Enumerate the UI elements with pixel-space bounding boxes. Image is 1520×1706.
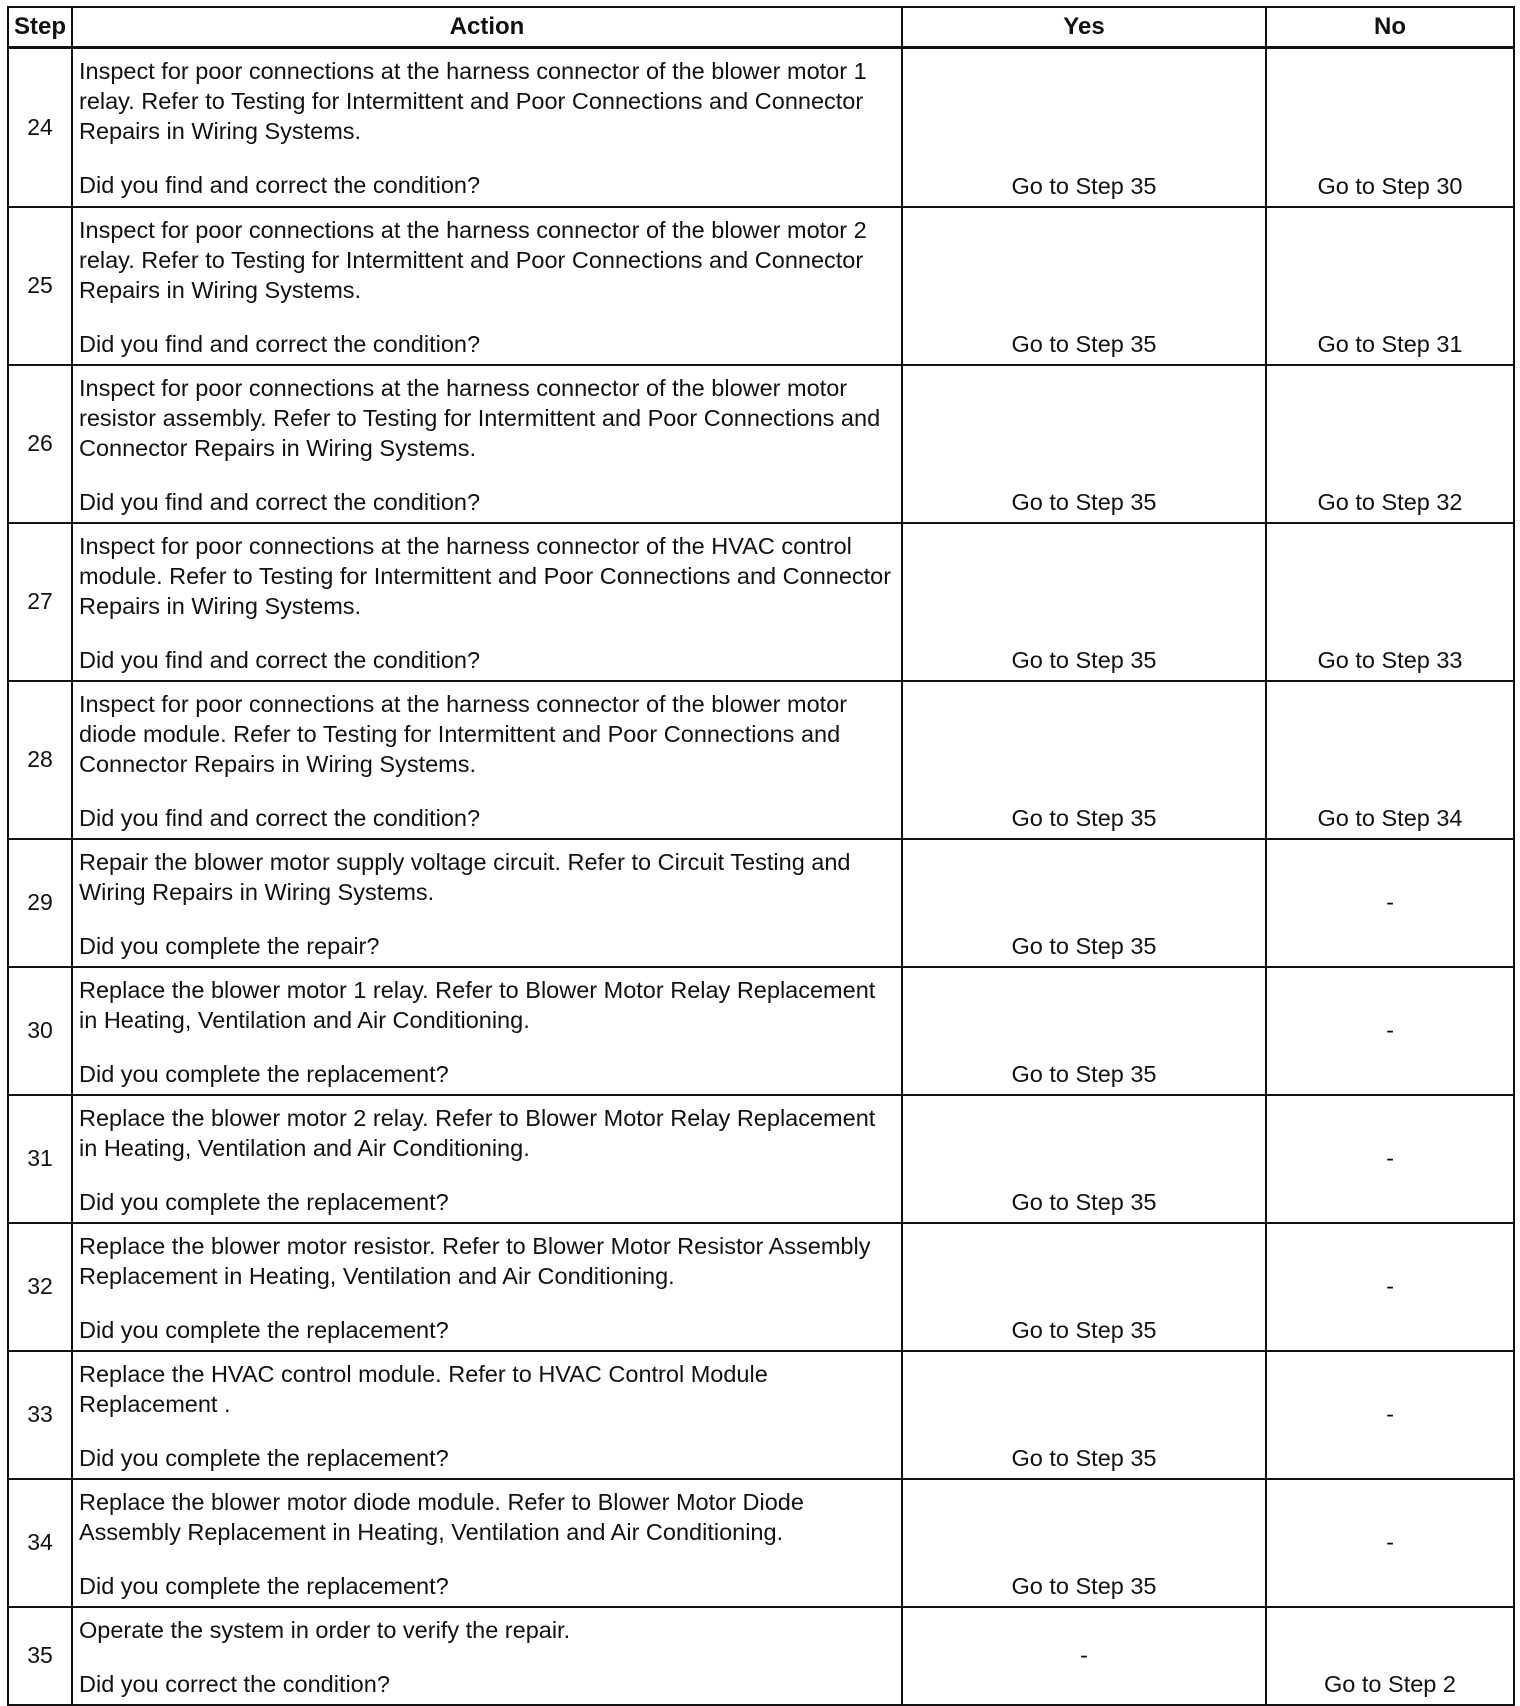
table-row [8, 1351, 1514, 1479]
action-text: Replace the blower motor 1 relay. Refer to Blower Motor Relay Replacement in Heating, Ventilation and Air Conditioning. [79, 976, 876, 1033]
step-number: 24 [8, 48, 72, 207]
yes-result: Go to Step 35 [902, 523, 1266, 681]
action-cell [72, 681, 902, 839]
action-cell [72, 1479, 902, 1607]
step-number: 27 [8, 523, 72, 681]
action-question: Did you find and correct the condition? [79, 804, 481, 831]
yes-result: Go to Step 35 [902, 1351, 1266, 1479]
step-number: 32 [8, 1223, 72, 1351]
action-text: Inspect for poor connections at the harness connector of the blower motor diode module. Refer to Testing for Intermittent and Poor Connections and Connector Repairs in Wiring Systems. [79, 690, 848, 777]
action-cell [72, 207, 902, 365]
step-number: 30 [8, 967, 72, 1095]
action-text: Replace the blower motor diode module. Refer to Blower Motor Diode Assembly Replacement in Heating, Ventilation and Air Conditioning. [79, 1488, 804, 1545]
header-step: Step [8, 7, 72, 48]
table-row [8, 1479, 1514, 1607]
action-cell [72, 523, 902, 681]
header-row [8, 7, 1514, 48]
step-number: 34 [8, 1479, 72, 1607]
action-text: Inspect for poor connections at the harness connector of the HVAC control module. Refer to Testing for Intermittent and Poor Connections and Connector Repairs in Wiring Systems. [79, 532, 892, 619]
yes-result: Go to Step 35 [902, 839, 1266, 967]
yes-result: Go to Step 35 [902, 967, 1266, 1095]
table-row [8, 365, 1514, 523]
yes-result: - [902, 1607, 1266, 1705]
table-row [8, 523, 1514, 681]
no-result: - [1266, 839, 1514, 967]
action-cell [72, 839, 902, 967]
step-number: 31 [8, 1095, 72, 1223]
action-text: Inspect for poor connections at the harness connector of the blower motor resistor assembly. Refer to Testing for Intermittent and Poor Connections and Connector Repairs in Wiring Systems. [79, 374, 881, 461]
yes-result: Go to Step 35 [902, 681, 1266, 839]
action-question: Did you find and correct the condition? [79, 488, 481, 515]
action-question: Did you complete the replacement? [79, 1316, 449, 1343]
no-result: Go to Step 33 [1266, 523, 1514, 681]
step-number: 35 [8, 1607, 72, 1705]
action-cell [72, 1095, 902, 1223]
no-result: - [1266, 1351, 1514, 1479]
action-question: Did you complete the replacement? [79, 1444, 449, 1471]
header-no: No [1266, 7, 1514, 48]
action-question: Did you complete the repair? [79, 932, 380, 959]
step-number: 26 [8, 365, 72, 523]
no-result: Go to Step 34 [1266, 681, 1514, 839]
step-number: 28 [8, 681, 72, 839]
action-text: Replace the blower motor resistor. Refer to Blower Motor Resistor Assembly Replacement in Heating, Ventilation and Air Conditioning. [79, 1232, 871, 1289]
yes-result: Go to Step 35 [902, 1223, 1266, 1351]
action-text: Repair the blower motor supply voltage circuit. Refer to Circuit Testing and Wiring Repairs in Wiring Systems. [79, 848, 851, 905]
table-row [8, 1223, 1514, 1351]
table-row [8, 839, 1514, 967]
action-cell [72, 1223, 902, 1351]
table-row [8, 681, 1514, 839]
action-text: Replace the HVAC control module. Refer to HVAC Control Module Replacement . [79, 1360, 768, 1417]
no-result: Go to Step 31 [1266, 207, 1514, 365]
no-result: Go to Step 30 [1266, 48, 1514, 207]
action-cell [72, 48, 902, 207]
yes-result: Go to Step 35 [902, 1479, 1266, 1607]
action-text: Inspect for poor connections at the harness connector of the blower motor 1 relay. Refer to Testing for Intermittent and Poor Connections and Connector Repairs in Wiring Systems. [79, 58, 867, 144]
action-question: Did you complete the replacement? [79, 1060, 449, 1087]
step-number: 33 [8, 1351, 72, 1479]
yes-result: Go to Step 35 [902, 365, 1266, 523]
step-number: 29 [8, 839, 72, 967]
action-question: Did you complete the replacement? [79, 1188, 449, 1215]
action-text: Operate the system in order to verify the repair. [79, 1616, 571, 1643]
action-cell [72, 365, 902, 523]
action-cell [72, 967, 902, 1095]
header-yes: Yes [902, 7, 1266, 48]
no-result: - [1266, 967, 1514, 1095]
table-row [8, 967, 1514, 1095]
yes-result: Go to Step 35 [902, 1095, 1266, 1223]
no-result: - [1266, 1479, 1514, 1607]
action-cell [72, 1351, 902, 1479]
table-row [8, 48, 1514, 207]
header-action: Action [72, 7, 902, 48]
no-result: - [1266, 1223, 1514, 1351]
step-number: 25 [8, 207, 72, 365]
table-row [8, 207, 1514, 365]
yes-result: Go to Step 35 [902, 207, 1266, 365]
action-text: Inspect for poor connections at the harness connector of the blower motor 2 relay. Refer to Testing for Intermittent and Poor Connections and Connector Repairs in Wiring Systems. [79, 216, 867, 303]
table-body [8, 48, 1514, 1705]
action-text: Replace the blower motor 2 relay. Refer to Blower Motor Relay Replacement in Heating, Ventilation and Air Conditioning. [79, 1104, 876, 1161]
no-result: Go to Step 2 [1266, 1607, 1514, 1705]
action-question: Did you find and correct the condition? [79, 646, 481, 673]
action-question: Did you correct the condition? [79, 1670, 390, 1697]
action-question: Did you find and correct the condition? [79, 172, 481, 198]
table-row [8, 1607, 1514, 1705]
table-row [8, 1095, 1514, 1223]
action-cell [72, 1607, 902, 1705]
no-result: Go to Step 32 [1266, 365, 1514, 523]
diagnostic-table [7, 6, 1515, 1706]
action-question: Did you complete the replacement? [79, 1572, 449, 1599]
no-result: - [1266, 1095, 1514, 1223]
action-question: Did you find and correct the condition? [79, 330, 481, 357]
yes-result: Go to Step 35 [902, 48, 1266, 207]
